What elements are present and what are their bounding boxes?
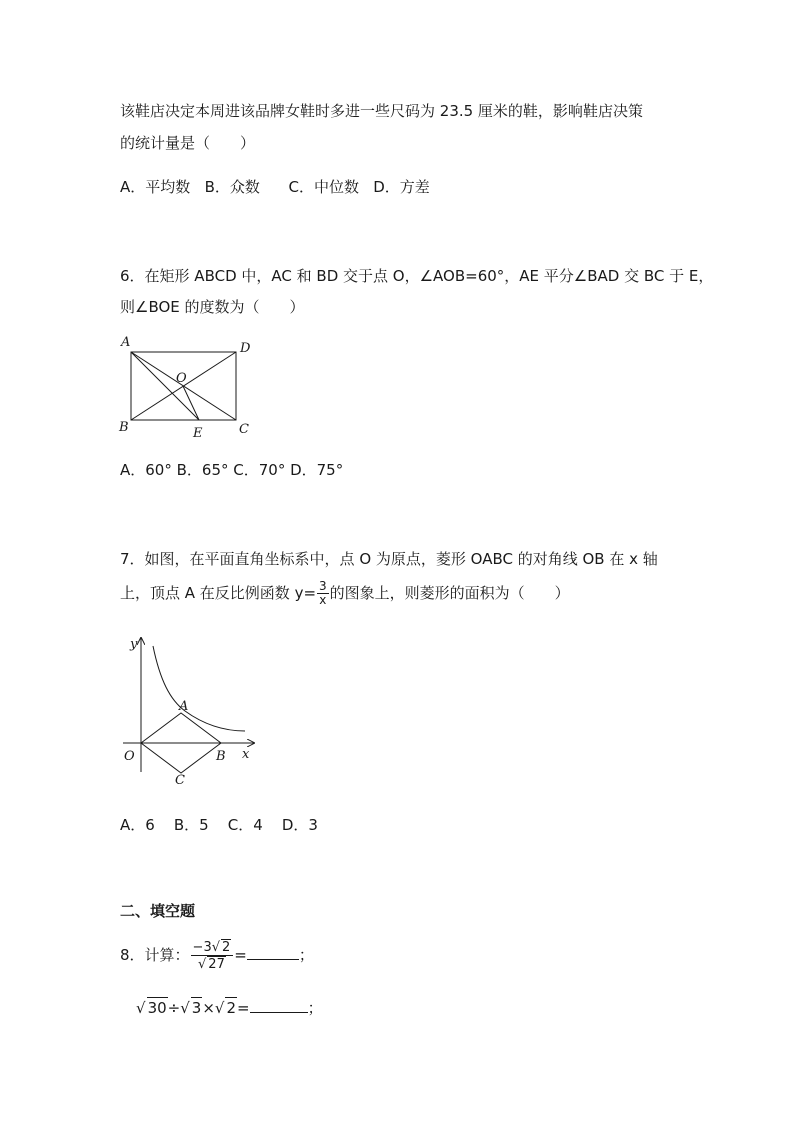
axis-label-x: x [242,747,250,762]
label-b: B [216,749,226,764]
label-c: C [175,773,185,788]
q7-coordinate-figure [118,632,263,792]
q8-end: ； [298,946,314,964]
segment-ae [131,352,199,420]
q8-prefix: 8．计算： [120,946,190,964]
label-o: O [124,749,135,764]
q5-options: A．平均数 B．众数 C．中位数 D．方差 [120,178,430,196]
label-o: O [176,371,187,386]
q6-text-line1: 6．在矩形 ABCD 中，AC 和 BD 交于点 O，∠AOB=60°，AE 平分∠BAD 交 BC 于 E， [120,267,714,285]
q8-numerator: −3√ 2 [191,939,234,956]
q8-l2-root2-radicand: 3 [191,999,202,1017]
label-d: D [240,341,251,356]
q8-denominator: √ 27 [198,957,225,972]
q8-l2-root1: √ 30 [136,999,167,1017]
q8-l2-root2: √ 3 [180,999,202,1017]
q8-l2-root3-radicand: 2 [226,999,237,1017]
inverse-proportion-fraction [317,580,329,607]
q8-line1 [120,938,314,972]
axis-label-y: y [130,637,138,652]
fraction-denominator: x [319,593,327,607]
label-b: B [119,420,129,435]
q7-line2-prefix: 上，顶点 A 在反比例函数 y= [120,584,317,602]
q8-times-sign: × [202,999,215,1017]
q7-text-line1: 7．如图，在平面直角坐标系中，点 O 为原点，菱形 OABC 的对角线 OB 在 x 轴 [120,550,658,568]
q5-text-line2: 的统计量是（ ） [120,134,256,152]
q7-text-line2 [120,580,570,607]
q8-l2-end: ； [307,999,323,1017]
q8-numerator-coefficient: −3 [192,940,212,955]
q8-answer-blank-1[interactable] [247,945,299,960]
label-a: A [179,699,189,714]
q5-text-line1: 该鞋店决定本周进该品牌女鞋时多进一些尺码为 23.5 厘米的鞋，影响鞋店决策 [120,102,643,120]
q6-rectangle-figure [118,335,258,440]
q8-l2-root1-radicand: 30 [147,999,167,1017]
hyperbola-curve [153,646,245,731]
q8-numerator-radicand: 2 [222,940,231,955]
q8-answer-blank-2[interactable] [250,998,308,1013]
q8-equals: = [234,946,247,964]
q7-options: A．6 B．5 C．4 D．3 [120,816,318,834]
label-c: C [239,422,249,437]
q8-l2-root3: √ 2 [214,999,237,1017]
fraction-numerator: 3 [319,579,327,593]
q8-divide-sign: ÷ [167,999,181,1017]
q8-fraction [191,939,234,972]
label-e: E [193,426,203,441]
q8-l2-equals: = [237,999,250,1017]
q6-options: A．60° B．65° C．70° D．75° [120,461,344,479]
q8-line2 [136,997,323,1018]
q8-denominator-radicand: 27 [208,957,225,972]
label-a: A [121,335,131,350]
q7-line2-suffix: 的图象上，则菱形的面积为（ ） [329,584,570,602]
section-title: 二、填空题 [120,902,196,920]
q6-text-line2: 则∠BOE 的度数为（ ） [120,298,305,316]
